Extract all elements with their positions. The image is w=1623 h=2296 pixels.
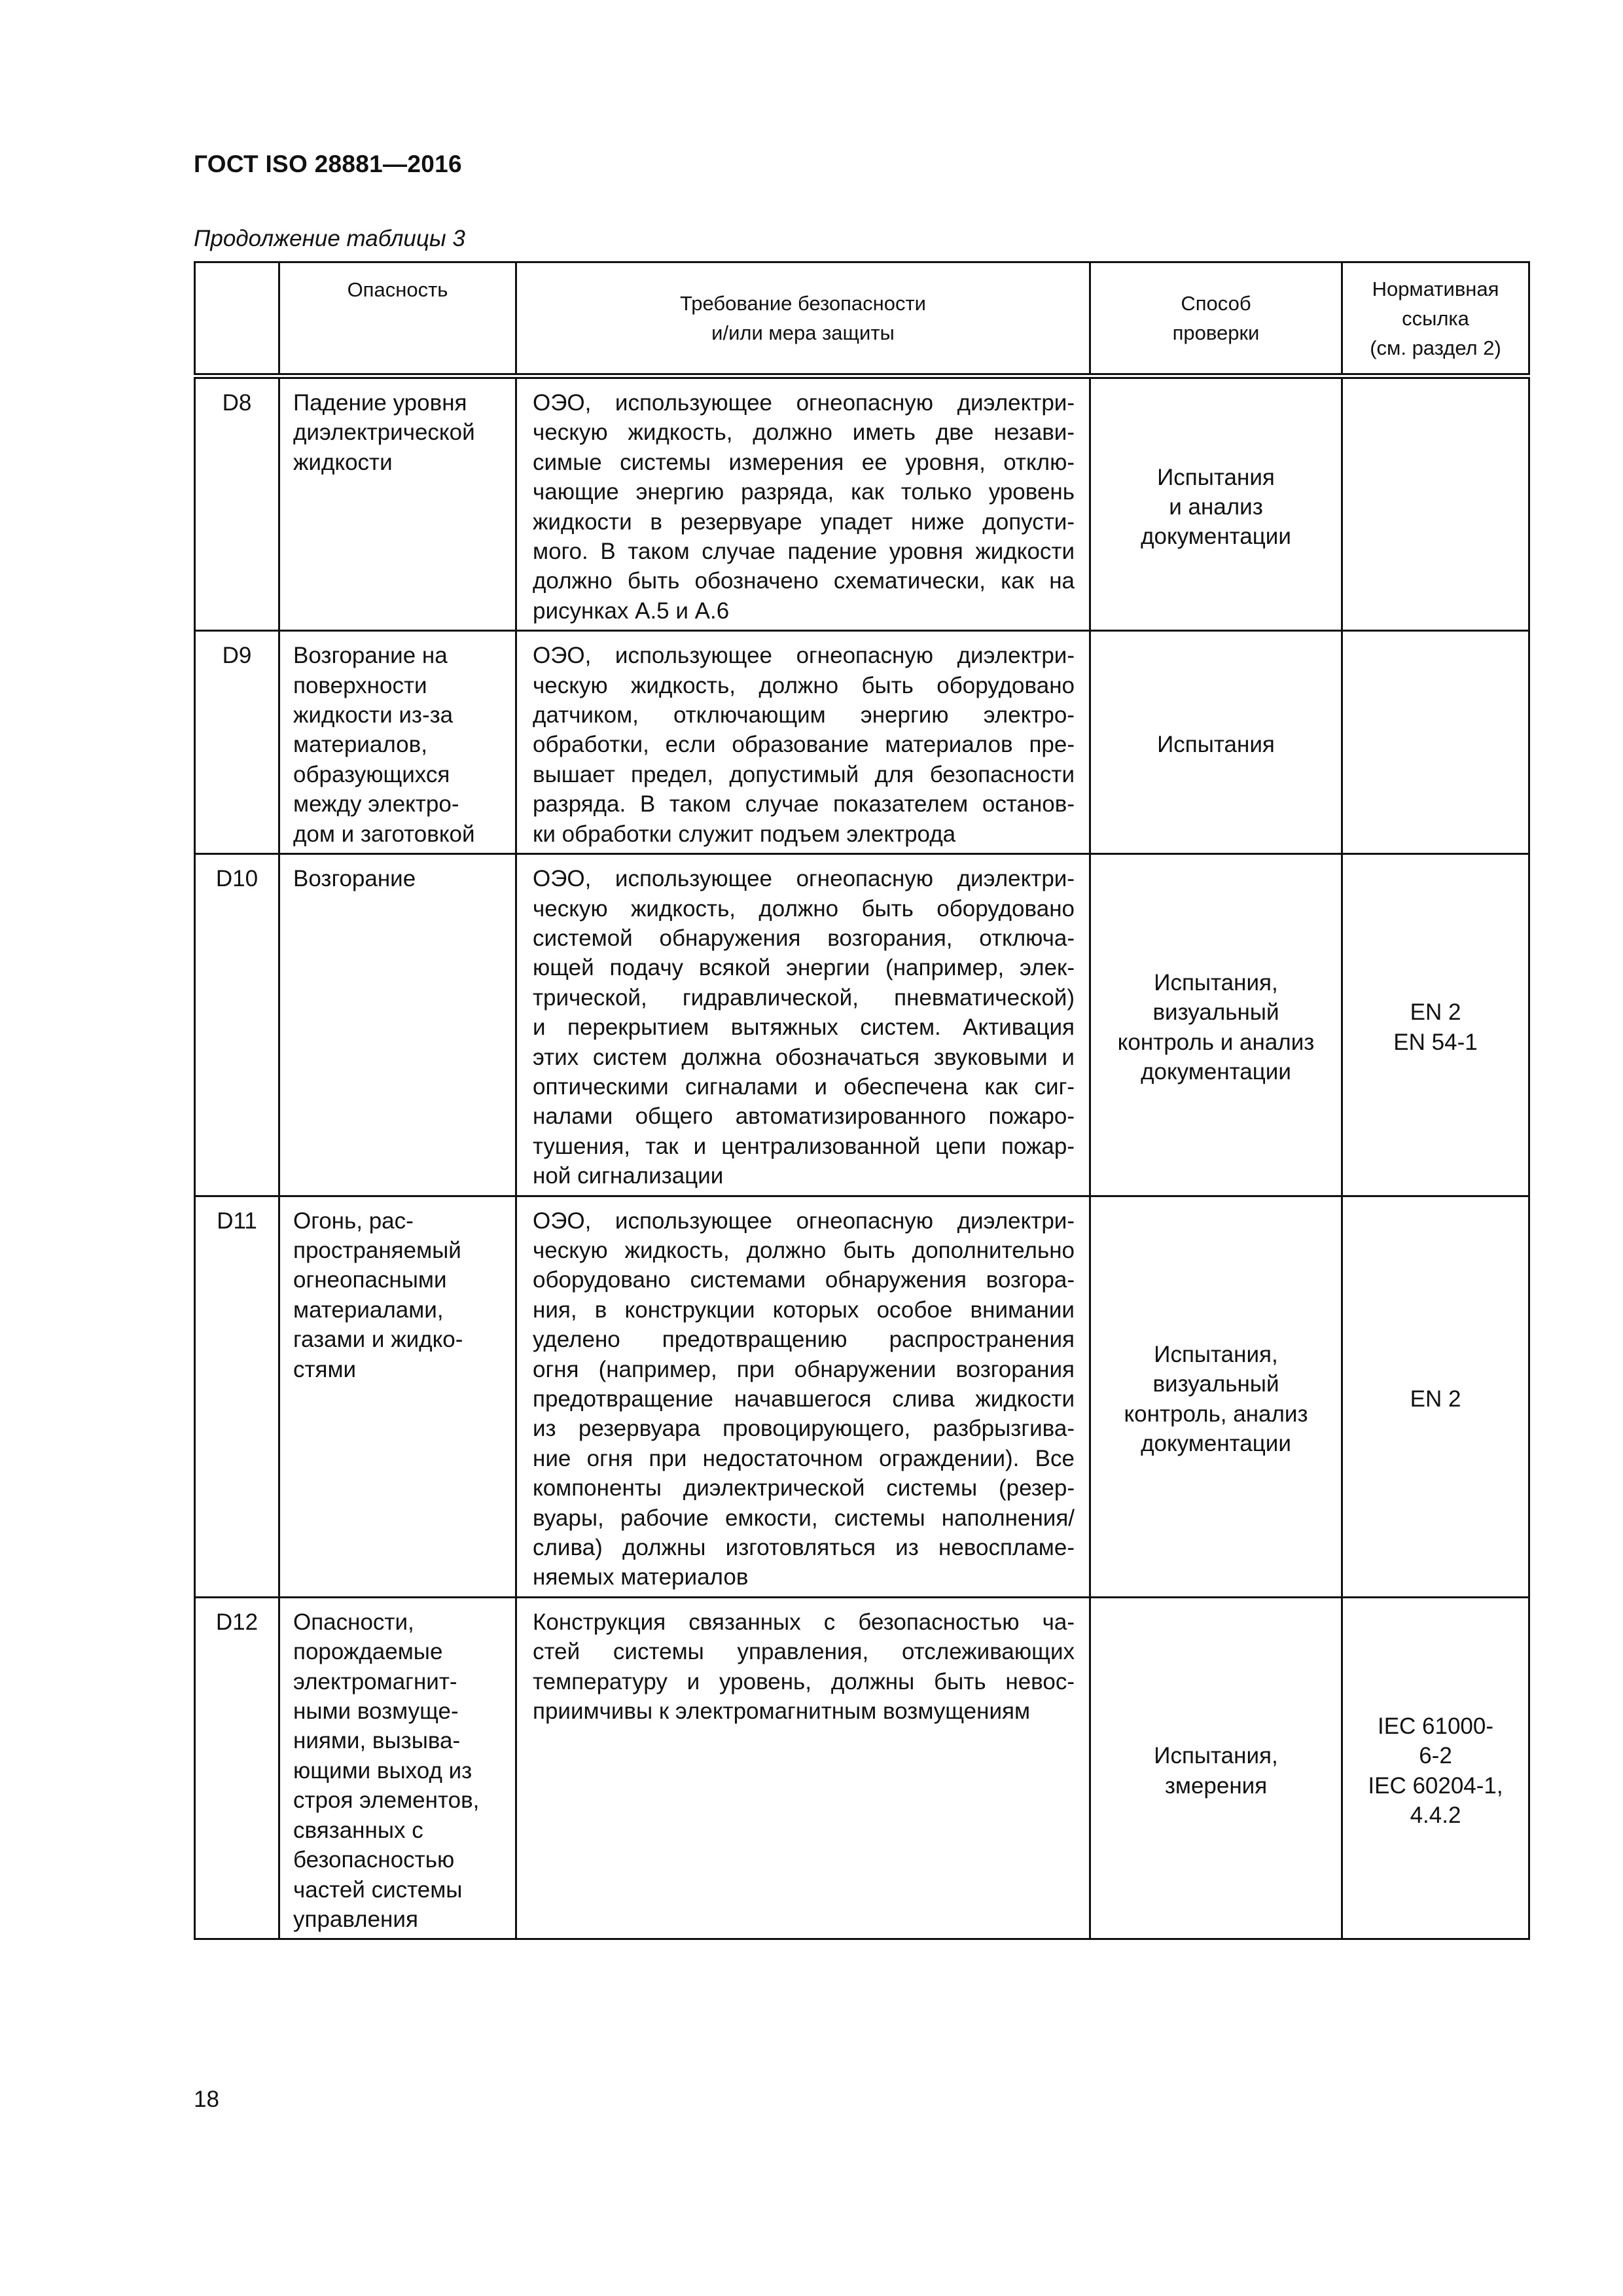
verification-method-cell	[1090, 1196, 1342, 1597]
cell-line: контроль, анализ	[1124, 1401, 1308, 1427]
cell-line: Опасности,	[293, 1609, 414, 1635]
normative-reference-cell	[1342, 376, 1529, 631]
hazard-cell	[279, 631, 516, 854]
cell-line: Испытания,	[1154, 1743, 1278, 1769]
cell-line: жидкости в резервуаре упадет ниже допусти-	[533, 509, 1075, 535]
cell-line: должно быть обозначено схематически, как на	[533, 568, 1075, 594]
cell-line: поверхности	[293, 672, 427, 698]
cell-line: образующихся	[293, 761, 450, 787]
cell-line: змерения	[1164, 1772, 1268, 1799]
cell-line: дом и заготовкой	[293, 821, 475, 847]
table-caption: Продолжение таблицы 3	[194, 226, 465, 251]
table-header-row	[195, 262, 1529, 376]
cell-line: обработки, если образование материалов пре-	[533, 732, 1075, 758]
header-line: ссылка	[1402, 306, 1469, 330]
table-row	[195, 1196, 1529, 1597]
cell-line: Конструкция связанных с безопасностью ча-	[533, 1609, 1075, 1635]
cell-line: Испытания	[1157, 732, 1275, 758]
cell-line: порождаемые	[293, 1639, 443, 1665]
hazard-code-cell: D9	[195, 631, 279, 854]
column-header-requirement	[516, 262, 1090, 376]
cell-line: EN 2	[1410, 999, 1461, 1026]
cell-line: стей системы управления, отслеживающих	[533, 1639, 1075, 1665]
column-header-hazard	[279, 262, 516, 376]
hazard-code-cell: D12	[195, 1597, 279, 1939]
cell-line: рисунках А.5 и А.6	[533, 598, 730, 624]
requirement-cell	[516, 1597, 1090, 1939]
cell-line: слива) должны изготовляться из невоспламе-	[533, 1535, 1075, 1561]
cell-line: 4.4.2	[1410, 1802, 1461, 1828]
hazard-cell	[279, 376, 516, 631]
cell-line: электромагнит-	[293, 1668, 457, 1695]
table-body	[195, 376, 1529, 1939]
hazard-code-cell: D8	[195, 376, 279, 631]
cell-line: ния, в конструкции которых особое внимании	[533, 1297, 1075, 1323]
cell-line: жидкости	[293, 449, 393, 475]
header-line: Требование безопасности	[680, 292, 926, 315]
cell-line: документации	[1141, 524, 1291, 550]
table-row	[195, 376, 1529, 631]
cell-line: визуальный	[1152, 999, 1279, 1026]
cell-line: IEC 60204-1,	[1368, 1772, 1503, 1799]
cell-line: огня (например, при обнаружении возгорания	[533, 1356, 1075, 1382]
normative-reference-cell	[1342, 1597, 1529, 1939]
cell-line: строя элементов,	[293, 1787, 480, 1814]
cell-line: оборудовано системами обнаружения возгора-	[533, 1267, 1075, 1293]
hazards-table	[194, 261, 1530, 1940]
column-header-reference	[1342, 262, 1529, 376]
column-header-code	[195, 262, 279, 376]
cell-line: датчиком, отключающим энергию электро-	[533, 702, 1075, 728]
cell-line: IEC 61000-	[1377, 1713, 1494, 1739]
cell-line: чающие энергию разряда, как только уровень	[533, 479, 1075, 505]
cell-line: ОЭО, использующее огнеопасную диэлектри-	[533, 1208, 1075, 1234]
cell-line: компоненты диэлектрической системы (резер-	[533, 1475, 1075, 1501]
cell-line: этих систем должна обозначаться звуковыми и	[533, 1044, 1075, 1070]
cell-line: Возгорание	[293, 866, 416, 892]
header-line: (см. раздел 2)	[1370, 336, 1501, 359]
table-row	[195, 631, 1529, 854]
cell-line: ющей подачу всякой энергии (например, элек-	[533, 955, 1075, 981]
cell-line: предотвращение начавшегося слива жидкости	[533, 1386, 1075, 1412]
cell-line: няемых материалов	[533, 1564, 749, 1590]
cell-line: между электро-	[293, 791, 459, 817]
header-line: Способ	[1181, 292, 1251, 315]
cell-line: Испытания	[1157, 464, 1275, 490]
normative-reference-cell	[1342, 631, 1529, 854]
cell-line: приимчивы к электромагнитным возмущениям	[533, 1698, 1031, 1725]
requirement-cell	[516, 631, 1090, 854]
column-header-method	[1090, 262, 1342, 376]
cell-line: ки обработки служит подъем электрода	[533, 821, 956, 847]
cell-line: жидкости из-за	[293, 702, 454, 728]
cell-line: оптическими сигналами и обеспечена как сиг-	[533, 1073, 1075, 1100]
cell-line: управления	[293, 1906, 418, 1932]
cell-line: материалов,	[293, 732, 427, 758]
cell-line: документации	[1141, 1431, 1291, 1457]
hazards-table-container	[194, 261, 1530, 1940]
cell-line: ющими выход из	[293, 1757, 473, 1784]
cell-line: температуру и уровень, должны быть невос-	[533, 1668, 1075, 1695]
cell-line: Падение уровня	[293, 390, 467, 416]
cell-line: ными возмуще-	[293, 1698, 459, 1725]
cell-line: контроль и анализ	[1117, 1029, 1315, 1055]
cell-line: ческую жидкость, должно быть дополнительно	[533, 1237, 1075, 1263]
cell-line: налами общего автоматизированного пожаро-	[533, 1103, 1075, 1130]
header-line: проверки	[1172, 321, 1260, 344]
cell-line: стями	[293, 1356, 357, 1382]
cell-line: 6-2	[1419, 1743, 1452, 1769]
cell-line: диэлектрической	[293, 420, 475, 446]
normative-reference-cell	[1342, 854, 1529, 1196]
verification-method-cell	[1090, 631, 1342, 854]
cell-line: ниями, вызыва-	[293, 1728, 461, 1754]
verification-method-cell	[1090, 854, 1342, 1196]
cell-line: ческую жидкость, должно быть оборудовано	[533, 895, 1075, 922]
cell-line: ческую жидкость, должно иметь две незави-	[533, 420, 1075, 446]
hazard-cell	[279, 1597, 516, 1939]
cell-line: газами и жидко-	[293, 1327, 463, 1353]
cell-line: связанных с	[293, 1817, 423, 1843]
cell-line: частей системы	[293, 1876, 463, 1903]
hazard-cell	[279, 1196, 516, 1597]
cell-line: разряда. В таком случае показателем останов-	[533, 791, 1075, 817]
cell-line: трической, гидравлической, пневматической)	[533, 984, 1075, 1011]
hazard-code-cell: D10	[195, 854, 279, 1196]
normative-reference-cell	[1342, 1196, 1529, 1597]
hazard-cell	[279, 854, 516, 1196]
cell-line: безопасностью	[293, 1847, 455, 1873]
requirement-cell	[516, 854, 1090, 1196]
cell-line: материалами,	[293, 1297, 444, 1323]
cell-line: уделено предотвращению распространения	[533, 1327, 1075, 1353]
cell-line: огнеопасными	[293, 1267, 447, 1293]
cell-line: Испытания,	[1154, 1341, 1278, 1367]
cell-line: симые системы измерения ее уровня, отклю-	[533, 449, 1075, 475]
cell-line: EN 54-1	[1393, 1029, 1478, 1055]
cell-line: Возгорание на	[293, 643, 448, 669]
header-line: Опасность	[347, 278, 448, 301]
cell-line: из резервуара провоцирующего, разбрызгива-	[533, 1416, 1075, 1442]
cell-line: пространяемый	[293, 1237, 461, 1263]
cell-line: ной сигнализации	[533, 1163, 724, 1189]
cell-line: системой обнаружения возгорания, отключа-	[533, 925, 1075, 951]
hazard-code-cell: D11	[195, 1196, 279, 1597]
verification-method-cell	[1090, 1597, 1342, 1939]
cell-line: вышает предел, допустимый для безопасности	[533, 761, 1075, 787]
cell-line: ческую жидкость, должно быть оборудовано	[533, 672, 1075, 698]
cell-line: Огонь, рас-	[293, 1208, 414, 1234]
cell-line: EN 2	[1410, 1386, 1461, 1412]
cell-line: визуальный	[1152, 1371, 1279, 1397]
cell-line: ОЭО, использующее огнеопасную диэлектри-	[533, 390, 1075, 416]
document-header: ГОСТ ISO 28881—2016	[194, 151, 462, 177]
cell-line: документации	[1141, 1059, 1291, 1085]
table-row	[195, 1597, 1529, 1939]
requirement-cell	[516, 376, 1090, 631]
header-line: и/или мера защиты	[711, 321, 895, 344]
cell-line: вуары, рабочие емкости, системы наполнения/	[533, 1505, 1075, 1531]
table-row	[195, 854, 1529, 1196]
cell-line: Испытания,	[1154, 970, 1278, 996]
header-line: Нормативная	[1372, 277, 1499, 300]
cell-line: и перекрытием вытяжных систем. Активация	[533, 1014, 1075, 1041]
cell-line: ние огня при недостаточном ограждении). Все	[533, 1445, 1075, 1471]
cell-line: мого. В таком случае падение уровня жидкости	[533, 539, 1075, 565]
cell-line: ОЭО, использующее огнеопасную диэлектри-	[533, 643, 1075, 669]
cell-line: тушения, так и централизованной цепи пожар-	[533, 1133, 1075, 1159]
verification-method-cell	[1090, 376, 1342, 631]
cell-line: и анализ	[1169, 493, 1263, 520]
page-number: 18	[194, 2087, 219, 2112]
requirement-cell	[516, 1196, 1090, 1597]
cell-line: ОЭО, использующее огнеопасную диэлектри-	[533, 866, 1075, 892]
